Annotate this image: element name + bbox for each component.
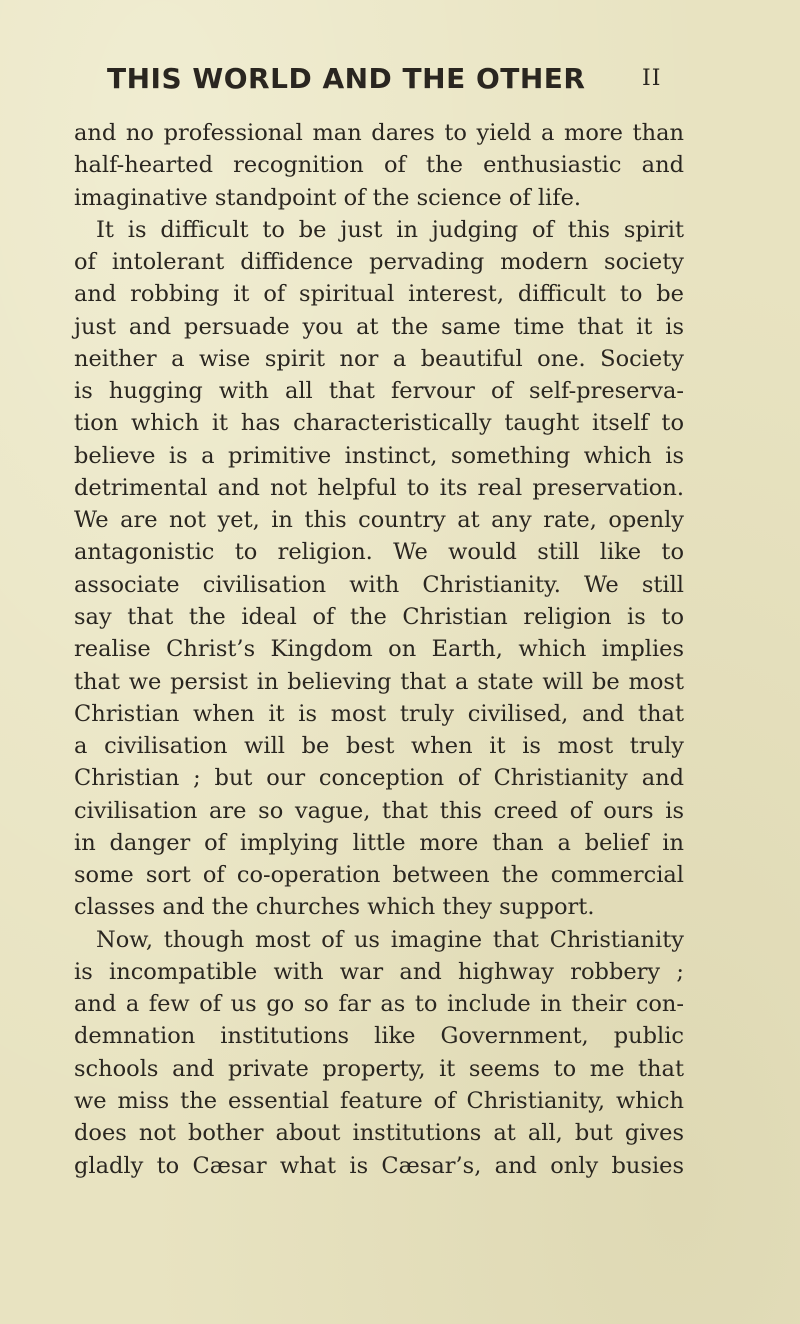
text-line: does not bother about institutions at all, but gives (74, 1120, 684, 1147)
page-number: II (642, 66, 662, 91)
text-line: of intolerant diffidence pervading modern society (74, 249, 684, 276)
text-line: and no professional man dares to yield a more than (74, 120, 684, 146)
text-line: and a few of us go so far as to include in their con- (74, 991, 684, 1018)
text-line: imaginative standpoint of the science of life. (74, 184, 582, 211)
text-line: is hugging with all that fervour of self-preserva- (74, 378, 684, 405)
text-line: Christian when it is most truly civilised, and that (74, 700, 684, 727)
text-line: We are not yet, in this country at any rate, openly (74, 507, 684, 534)
running-head (0, 62, 800, 102)
text-line: schools and private property, it seems to me that (74, 1055, 684, 1082)
text-line: we miss the essential feature of Christianity, which (74, 1087, 684, 1114)
text-line: in danger of implying little more than a belief in (74, 829, 684, 856)
text-line: tion which it has characteristically taught itself to (74, 410, 684, 437)
text-line: a civilisation will be best when it is most truly (74, 733, 684, 760)
paragraph-first-line: Now, though most of us imagine that Christianity (96, 926, 684, 953)
text-line: associate civilisation with Christianity. We still (74, 571, 684, 598)
body-text (74, 117, 684, 1182)
text-line: some sort of co-operation between the commercial (74, 862, 684, 889)
text-line: believe is a primitive instinct, something which is (74, 442, 684, 469)
text-line: just and persuade you at the same time that it is (74, 313, 684, 340)
text-line: civilisation are so vague, that this creed of ours is (74, 797, 684, 824)
text-line: half-hearted recognition of the enthusiastic and (74, 152, 684, 179)
text-line: demnation institutions like Government, public (74, 1023, 684, 1050)
text-line: detrimental and not helpful to its real preservation. (74, 474, 684, 501)
text-line: antagonistic to religion. We would still like to (74, 539, 684, 566)
text-line: Christian ; but our conception of Christianity and (74, 765, 684, 792)
text-line: is incompatible with war and highway robbery ; (74, 958, 684, 985)
text-line: that we persist in believing that a state will be most (74, 668, 684, 695)
text-line: say that the ideal of the Christian religion is to (74, 603, 684, 630)
running-title: THIS WORLD AND THE OTHER (107, 62, 586, 95)
text-line: and robbing it of spiritual interest, difficult to be (74, 281, 684, 308)
text-line: classes and the churches which they support. (74, 894, 595, 921)
paragraph-first-line: It is difficult to be just in judging of this spirit (96, 216, 684, 243)
text-line: realise Christ’s Kingdom on Earth, which implies (74, 636, 684, 663)
text-line: neither a wise spirit nor a beautiful one. Society (74, 345, 684, 372)
text-line: gladly to Cæsar what is Cæsar’s, and only busies (74, 1152, 684, 1179)
